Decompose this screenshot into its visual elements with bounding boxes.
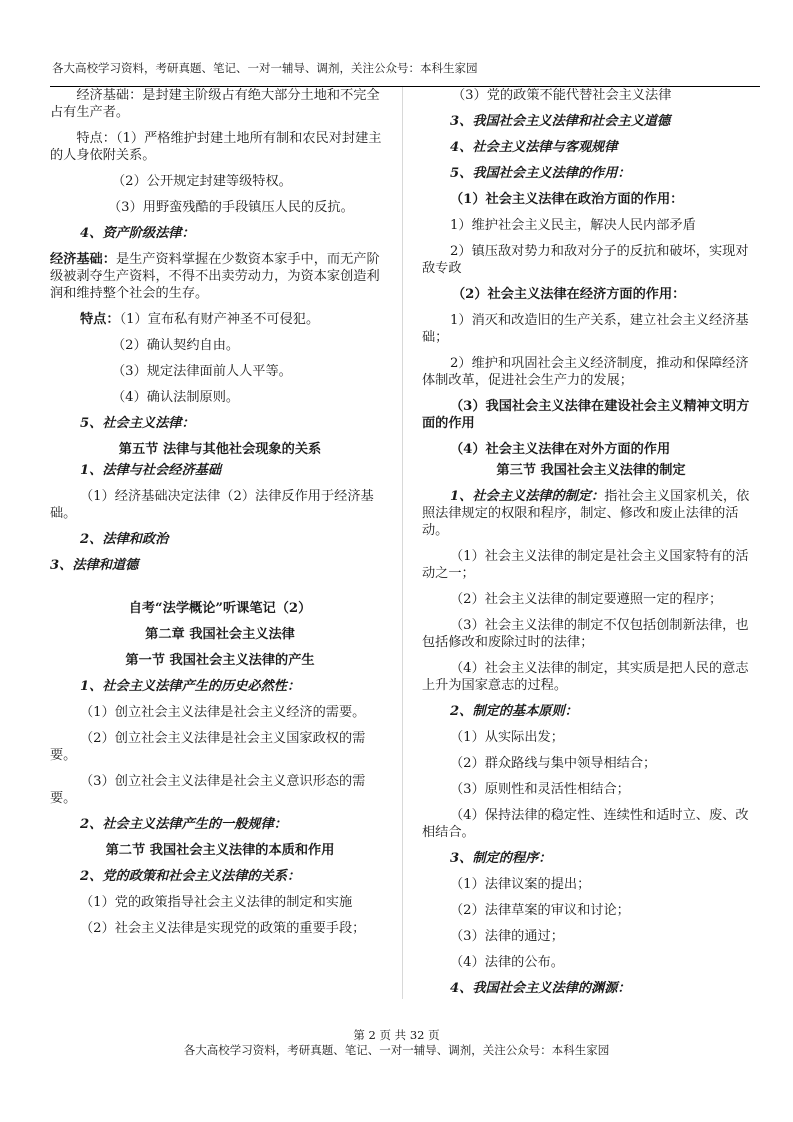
paragraph: 2）维护和巩固社会主义经济制度，推动和保障经济体制改革，促进社会生产力的发展； — [422, 356, 749, 388]
lead-label: 1、社会主义法律的制定： — [450, 489, 605, 504]
paragraph: （3）社会主义法律的制定不仅包括创制新法律，也包括修改和废除过时的法律； — [422, 618, 749, 650]
paragraph: （1）社会主义法律的制定是社会主义国家特有的活动之一； — [422, 549, 749, 581]
section-heading: 1、法律与社会经济基础 — [80, 463, 222, 478]
paragraph — [50, 251, 390, 302]
paragraph: 经济基础：是封建主阶级占有绝大部分土地和不完全占有生产者。 — [50, 88, 380, 120]
section-heading: 1、社会主义法律产生的历史必然性： — [80, 679, 301, 694]
paragraph: （1）法律议案的提出； — [450, 877, 591, 892]
section-heading: 4、我国社会主义法律的渊源： — [450, 981, 631, 996]
page-header: 各大高校学习资料，考研真题、笔记、一对一辅导、调剂，关注公众号：本科生家园 — [52, 61, 478, 75]
paragraph: （4）确认法制原则。 — [112, 390, 240, 405]
paragraph: （3）原则性和灵活性相结合； — [450, 782, 630, 797]
paragraph: （4）法律的公布。 — [450, 955, 564, 970]
section-heading: 3、法律和道德 — [50, 558, 139, 573]
paragraph: （3）创立社会主义法律是社会主义意识形态的需要。 — [50, 774, 366, 806]
section-heading: 2、社会主义法律产生的一般规律： — [80, 817, 287, 832]
section-heading: 2、法律和政治 — [80, 532, 169, 547]
paragraph: （4）社会主义法律的制定，其实质是把人民的意志上升为国家意志的过程。 — [422, 661, 749, 693]
paragraph: （2）确认契约自由。 — [112, 338, 240, 353]
section-heading: 3、我国社会主义法律和社会主义道德 — [450, 114, 671, 129]
paragraph: （2）创立社会主义法律是社会主义国家政权的需要。 — [50, 731, 366, 763]
paragraph: 1）消灭和改造旧的生产关系，建立社会主义经济基础； — [422, 313, 749, 345]
paragraph: 2）镇压敌对势力和敌对分子的反抗和破坏，实现对敌专政 — [422, 244, 749, 276]
paragraph — [50, 311, 390, 328]
notes-title: 自考“法学概论”听课笔记（2） — [128, 601, 312, 616]
section-heading: 2、党的政策和社会主义法律的关系： — [80, 869, 301, 884]
paragraph: （2）法律草案的审议和讨论； — [450, 903, 630, 918]
subsection-heading: （2）社会主义法律在经济方面的作用： — [452, 287, 686, 302]
paragraph — [422, 488, 760, 539]
lead-label: 特点： — [80, 312, 120, 327]
paragraph: （4）保持法律的稳定性、连续性和适时立、废、改相结合。 — [422, 808, 749, 840]
paragraph: （2）社会主义法律的制定要遵照一定的程序； — [450, 592, 723, 607]
subsection-heading: （4）社会主义法律在对外方面的作用 — [450, 442, 671, 457]
right-column — [422, 87, 760, 997]
left-column — [50, 87, 390, 937]
paragraph: （1）从实际出发； — [450, 730, 564, 745]
section-heading: 2、制定的基本原则： — [450, 704, 578, 719]
lead-label: 经济基础： — [50, 252, 116, 267]
paragraph: 特点：（1）严格维护封建土地所有制和农民对封建主的人身依附关系。 — [50, 131, 382, 163]
section-heading: 4、资产阶级法律： — [80, 226, 195, 241]
paragraph-text: （1）宣布私有财产神圣不可侵犯。 — [119, 312, 320, 327]
paragraph: （2）社会主义法律是实现党的政策的重要手段； — [80, 921, 366, 936]
paragraph: （2）群众路线与集中领导相结合； — [450, 756, 657, 771]
paragraph: （3）党的政策不能代替社会主义法律 — [452, 88, 672, 103]
paragraph-text: 是生产资料掌握在少数资本家手中，而无产阶级被剥夺生产资料，不得不出卖劳动力，为资本家创造利润和维持整个社会的生存。 — [50, 252, 380, 301]
paragraph: 1）维护社会主义民主，解决人民内部矛盾 — [450, 218, 696, 233]
section-heading: 4、社会主义法律与客观规律 — [450, 140, 618, 155]
chapter-title: 第二章 我国社会主义法律 — [145, 627, 295, 642]
paragraph: （1）创立社会主义法律是社会主义经济的需要。 — [80, 705, 366, 720]
column-divider — [402, 87, 403, 999]
page-footer: 各大高校学习资料，考研真题、笔记、一对一辅导、调剂，关注公众号：本科生家园 — [183, 1043, 610, 1057]
paragraph: （1）党的政策指导社会主义法律的制定和实施 — [80, 895, 353, 910]
paragraph: （3）用野蛮残酷的手段镇压人民的反抗。 — [108, 200, 354, 215]
section-title: 第三节 我国社会主义法律的制定 — [496, 463, 686, 478]
section-title: 第一节 我国社会主义法律的产生 — [125, 653, 315, 668]
paragraph: （2）公开规定封建等级特权。 — [112, 174, 292, 189]
paragraph: （3）法律的通过； — [450, 929, 564, 944]
subsection-heading: （3）我国社会主义法律在建设社会主义精神文明方面的作用 — [422, 399, 750, 431]
subsection-heading: （1）社会主义法律在政治方面的作用： — [450, 192, 684, 207]
paragraph-text: 指社会主义国家机关，依照法律规定的权限和程序，制定、修改和废止法律的活动。 — [422, 489, 750, 538]
section-title: 第二节 我国社会主义法律的本质和作用 — [105, 843, 335, 858]
paragraph: （3）规定法律面前人人平等。 — [112, 364, 292, 379]
section-title: 第五节 法律与其他社会现象的关系 — [118, 442, 322, 457]
section-heading: 5、我国社会主义法律的作用： — [450, 166, 631, 181]
section-heading: 3、制定的程序： — [450, 851, 552, 866]
section-heading: 5、社会主义法律： — [80, 416, 195, 431]
paragraph: （1）经济基础决定法律（2）法律反作用于经济基础。 — [50, 489, 374, 521]
page-number: 第 2 页 共 32 页 — [353, 1028, 440, 1042]
